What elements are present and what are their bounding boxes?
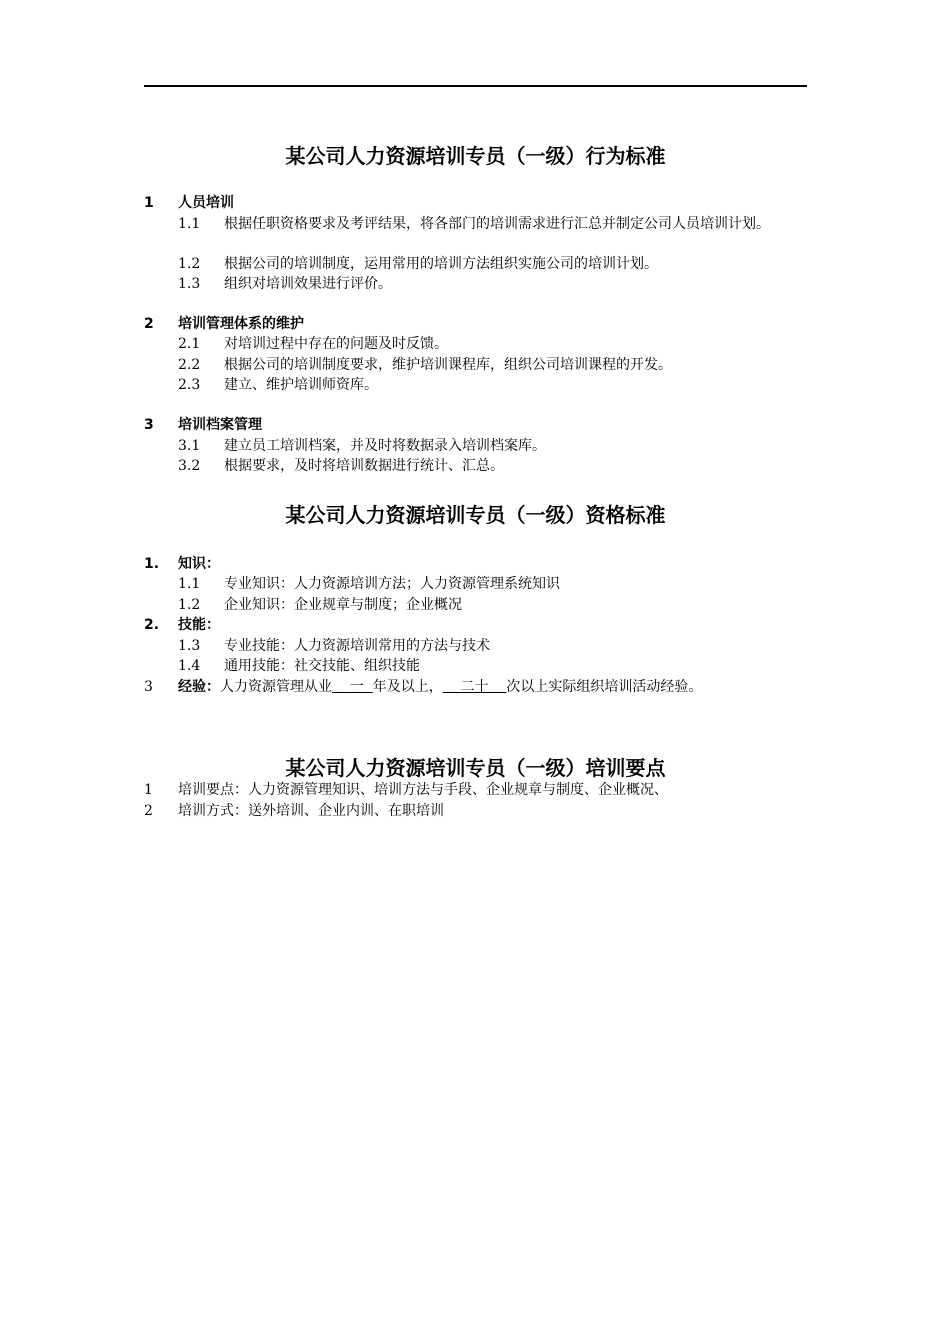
experience-years: 一 — [349, 679, 364, 695]
header-rule — [144, 85, 807, 87]
experience-times: 二十 — [460, 679, 489, 695]
qualification-title: 某公司人力资源培训专员（一级）资格标准 — [285, 503, 666, 527]
training-title: 某公司人力资源培训专员（一级）培训要点 — [285, 756, 666, 780]
behavior-title: 某公司人力资源培训专员（一级）行为标准 — [285, 144, 666, 168]
experience-text: 经验：人力资源管理从业 一 年及以上， 二十 次以上实际组织培训活动经验。 — [178, 679, 703, 695]
